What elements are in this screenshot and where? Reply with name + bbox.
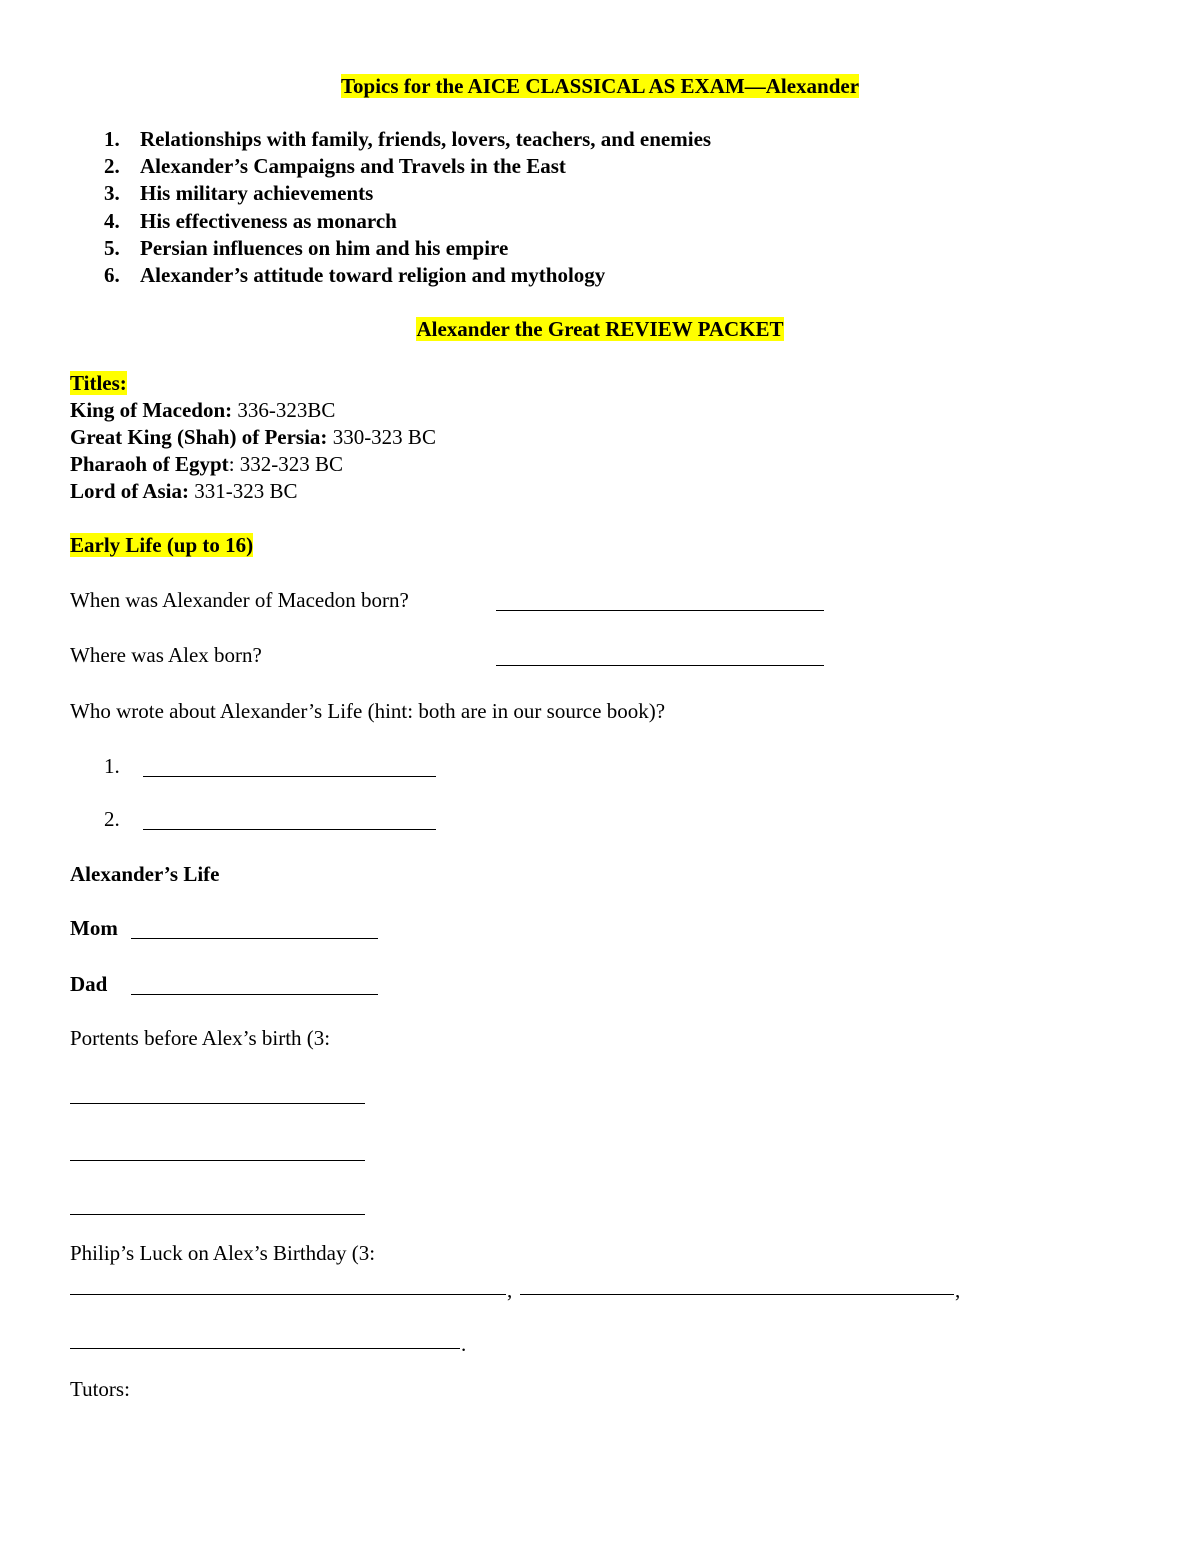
topics-title: Topics for the AICE CLASSICAL AS EXAM—Alexander bbox=[340, 74, 860, 98]
philip-luck-label: Philip’s Luck on Alex’s Birthday (3: bbox=[70, 1241, 376, 1265]
dad-label: Dad bbox=[70, 972, 108, 996]
answer-blank-portent-1[interactable] bbox=[70, 1083, 365, 1104]
early-life-heading-row bbox=[70, 532, 253, 558]
titles-heading-row bbox=[70, 370, 127, 396]
title-row-king-of-macedon: King of Macedon: 336-323BC bbox=[70, 398, 336, 422]
question-born-when: When was Alexander of Macedon born? bbox=[70, 588, 409, 612]
question-born-where: Where was Alex born? bbox=[70, 643, 262, 667]
mom-label: Mom bbox=[70, 916, 118, 940]
comma-separator: , bbox=[507, 1278, 513, 1302]
answer-blank-luck-2[interactable] bbox=[520, 1274, 954, 1295]
title-row-pharaoh: Pharaoh of Egypt: 332-323 BC bbox=[70, 452, 344, 476]
list-item: 2. Alexander’s Campaigns and Travels in the East bbox=[104, 154, 566, 179]
life-heading: Alexander’s Life bbox=[70, 862, 220, 886]
packet-title: Alexander the Great REVIEW PACKET bbox=[416, 317, 784, 341]
list-item: 3. His military achievements bbox=[104, 181, 374, 206]
list-item: 5. Persian influences on him and his empire bbox=[104, 235, 509, 260]
writer-number-2: 2. bbox=[104, 807, 120, 831]
question-who-wrote: Who wrote about Alexander’s Life (hint: both are in our source book)? bbox=[70, 699, 666, 723]
answer-blank-writer-2[interactable] bbox=[143, 809, 436, 830]
answer-blank-born-where[interactable] bbox=[496, 645, 824, 666]
period-end: . bbox=[461, 1332, 467, 1356]
early-life-heading: Early Life (up to 16) bbox=[70, 533, 254, 557]
list-item: 4. His effectiveness as monarch bbox=[104, 208, 397, 233]
answer-blank-writer-1[interactable] bbox=[143, 756, 436, 777]
title-row-lord-of-asia: Lord of Asia: 331-323 BC bbox=[70, 479, 298, 503]
answer-blank-portent-3[interactable] bbox=[70, 1194, 365, 1215]
list-item: 6. Alexander’s attitude toward religion and mythology bbox=[104, 262, 606, 287]
answer-blank-born-when[interactable] bbox=[496, 590, 824, 611]
topics-title-row bbox=[0, 73, 1200, 99]
tutors-label: Tutors: bbox=[70, 1377, 130, 1401]
titles-heading: Titles: bbox=[70, 371, 127, 395]
topics-list bbox=[100, 126, 711, 289]
answer-blank-dad[interactable] bbox=[131, 974, 378, 995]
title-row-great-king: Great King (Shah) of Persia: 330-323 BC bbox=[70, 425, 436, 449]
answer-blank-luck-1[interactable] bbox=[70, 1274, 506, 1295]
answer-blank-luck-3[interactable] bbox=[70, 1328, 460, 1349]
answer-blank-portent-2[interactable] bbox=[70, 1140, 365, 1161]
portents-label: Portents before Alex’s birth (3: bbox=[70, 1026, 331, 1050]
answer-blank-mom[interactable] bbox=[131, 918, 378, 939]
comma-separator: , bbox=[955, 1278, 961, 1302]
list-item: 1. Relationships with family, friends, lovers, teachers, and enemies bbox=[104, 127, 712, 151]
packet-title-row bbox=[0, 316, 1200, 342]
writer-number-1: 1. bbox=[104, 754, 120, 778]
